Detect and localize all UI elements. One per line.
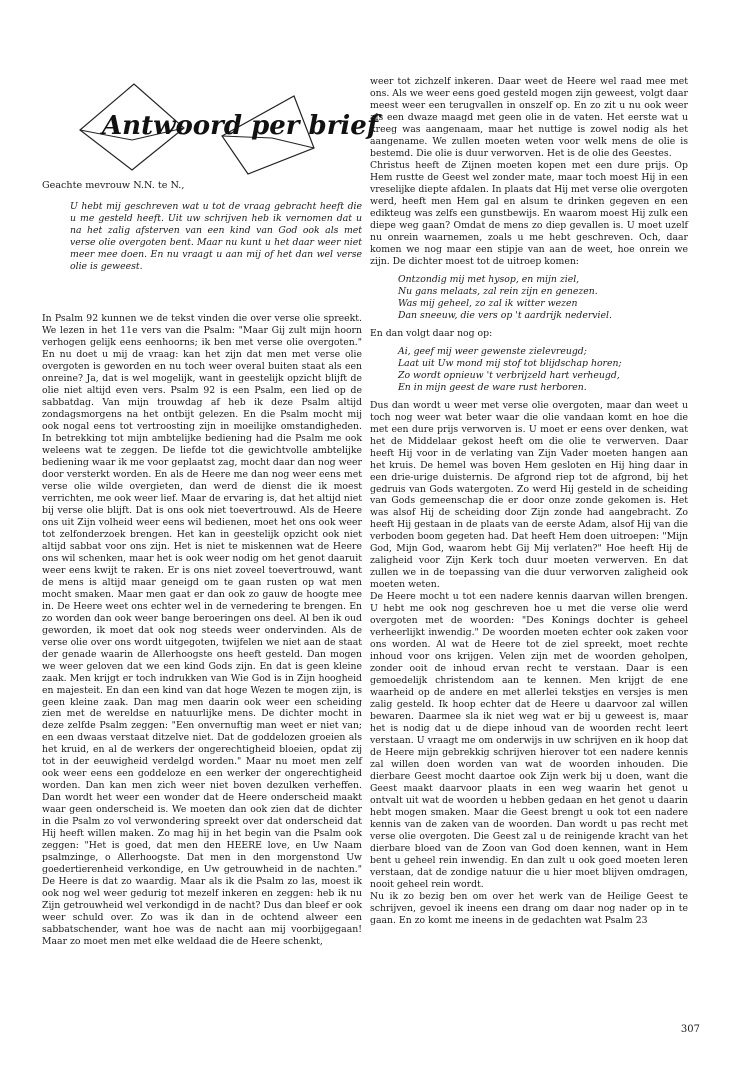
logo-text: Antwoord per brief: [102, 111, 379, 141]
verse-line: Zo wordt opnieuw 't verbrijzeld hart verheugd,: [398, 369, 620, 381]
column-logo: [72, 78, 379, 176]
envelope-logo-icon: [72, 78, 379, 176]
verse-line: Laat uit Uw mond mij stof tot blijdschap horen;: [398, 357, 622, 369]
right-paragraph-2: Christus heeft de Zijnen moeten kopen met een dure prijs. Op Hem rustte de Geest wel zonder mate, maar toch moest Hij in een vreselijke diepte afdalen. In plaats dat Hij met verse olie overgoten werd, heeft men Hem gal en alsum te drinken gegeven en een edikteug was zelfs een gunstbewijs. En waarom moest Hij zulk een diepe weg gaan? Omdat de mens zo diep gevallen is. U moet uzelf nu onrein waarnemen, zoals u me hebt geschreven. Och, daar komen we nog maar een stipje van aan de weet, hoe onrein we zijn. De dichter moest tot de uitroep komen:: [370, 159, 689, 267]
verse-line: Was mij geheel, zo zal ik witter wezen: [398, 297, 578, 309]
between-verses: En dan volgt daar nog op:: [370, 327, 493, 339]
verse-line: Dan sneeuw, die vers op 't aardrijk nederviel.: [398, 309, 612, 321]
verse-line: Ontzondig mij met hysop, en mijn ziel,: [398, 273, 580, 285]
verse-block-2: [370, 346, 688, 394]
right-paragraph-5: Nu ik zo bezig ben om over het werk van de Heilige Geest te schrijven, gevoel ik ineens een drang om daar nog nader op in te gaan. En zo komt me ineens in de gedachten wat Psalm 23: [370, 890, 688, 926]
verse-line: Ai, geef mij weer gewenste zielevreugd;: [398, 345, 587, 357]
left-paragraph: In Psalm 92 kunnen we de tekst vinden die over verse olie spreekt. We lezen in het 11e vers van die Psalm: "Maar Gij zult mijn hoorn verhogen gelijk eens eenhoorns; ik ben met verse olie overgoten." En nu doet u mij de vraag: kan het zijn dat men met verse olie overgoten is geworden en nu toch weer overal buiten staat als een onreine? Ja, dat is wel mogelijk, want in geestelijk opzicht blijft de olie niet altijd even vers. Psalm 92 is een Psalm, een lied op de sabbatdag. Van mijn trouwdag af heb ik deze Psalm altijd zondagsmorgens na het ontbijt gelezen. En die Psalm mocht mij ook nogal eens tot vertroosting zijn in moeilijke omstandigheden. In betrekking tot mijn ambtelijke bediening had die Psalm me ook weleens wat te zeggen. De liefde tot die gewichtvolle ambtelijke bediening waar ik me voor geplaatst zag, mocht daar dan nog weer door versterkt worden. En als de Heere me dan nog weer eens met verse olie wilde overgieten, dan werd de dienst die ik moest verrichten, me ook weer lief. Maar de ervaring is, dat het altijd niet bij verse olie blijft. Dat is ons ook niet toevertrouwd. Als de Heere ons uit Zijn volheid weer eens wil bedienen, moet het ons ook weer tot zelfonderzoek brengen. Het kan in geestelijk opzicht ook niet altijd sabbat voor ons zijn. Het is niet te miskennen wat de Heere ons wil schenken, maar het is ook weer nodig om het genot daaruit weer eens kwijt te raken. Er is ons niet zoveel toevertrouwd, want de mens is altijd maar geneigd om te gaan rusten op wat men mocht smaken. Maar men gaat er dan ook zo gauw de hoogte mee in. De Heere weet ons echter wel in de vernedering te brengen. En zo worden dan ook weer bange beroeringen ons deel. Al ben ik oud geworden, ik moet dat ook nog steeds weer ondervinden. Als de verse olie over ons wordt uitgegoten, twijfelen we niet aan de staat der genade waarin de Allerhoogste ons heeft gesteld. Dan mogen we weer geloven dat we een kind Gods zijn. En dat is geen kleine zaak. Men krijgt er toch indrukken van Wie God is in Zijn hoogheid en majesteit. En dan een kind van dat hoge Wezen te mogen zijn, is geen kleine zaak. Dan mag men daarin ook weer een scheiding zien met de wereldse en natuurlijke mens. De dichter mocht in deze zelfde Psalm zeggen: "Een onvernuftig man weet er niet van; en een dwaas verstaat ditzelve niet. Dat de goddelozen groeien als het kruid, en al de werkers der ongerechtigheid bloeien, opdat zij tot in der eeuwigheid verdelgd worden." Maar nu moet men zelf ook weer eens een goddeloze en een werker der ongerechtigheid worden. Dan kan men zich weer niet boven dezulken verheffen. Dan wordt het weer een wonder dat de Heere onderscheid maakt waar geen onderscheid is. We moeten dan ook zien dat de dichter in die Psalm zo vol verwondering spreekt over dat onderscheid dat Hij heeft willen maken. Zo mag hij in het begin van die Psalm ook zeggen: "Het is goed, dat men den HEERE love, en Uw Naam psalmzinge, o Allerhoogste. Dat men in den morgenstond Uw goedertierenheid verkondige, en Uw getrouwheid in de nachten." De Heere is dat zo waardig. Maar als ik die Psalm zo las, moest ik ook nog wel weer gedurig tot mezelf inkeren en zeggen: heb ik nu Zijn getrouwheid wel verkondigd in de nacht? Dus dan bleef er ook weer schuld over. Zo was ik dan in de ochtend alweer een sabbatschender, want hoe was de nacht aan mij voorbijgegaan! Maar zo moet men met elke weldaad die de Heere schenkt,: [42, 313, 362, 948]
intro-question: U hebt mij geschreven wat u tot de vraag gebracht heeft die u me gesteld heeft. Uit uw schrijven heb ik vernomen dat u na het zalig afsterven van een kind van God ook als met verse olie overgoten bent. Maar nu kunt u het daar weer niet meer mee doen. En nu vraagt u aan mij of het dan wel verse olie is geweest.: [70, 201, 362, 272]
verse-line: Nu gans melaats, zal rein zijn en genezen.: [398, 285, 598, 297]
page-number: 307: [680, 1024, 700, 1035]
verse-line: En in mijn geest de ware rust herboren.: [398, 381, 587, 393]
right-paragraph-1: weer tot zichzelf inkeren. Daar weet de Heere wel raad mee met ons. Als we weer eens goed gesteld mogen zijn geweest, volgt daar meest weer een terugvallen in onszelf op. En zo zit u nu ook weer als een dwaze maagd met geen olie in de vaten. Het eerste wat u kreeg was aangenaam, maar het nuttige is zowel nodig als het aangename. We zullen moeten weten voor welk mens de olie is bestemd. Die olie is duur verworven. Het is de olie des Geestes.: [370, 76, 688, 159]
salutation: Geachte mevrouw N.N. te N.,: [42, 180, 185, 191]
right-paragraph-3: Dus dan wordt u weer met verse olie overgoten, maar dan weet u toch nog weer wat beter waar die olie vandaan komt en hoe die met een dure prijs verworven is. U moet er eens over denken, wat het de Middelaar gekost heeft om die olie te verwerven. Daar heeft Hij voor in de verlating van Zijn Vader moeten hangen aan het kruis. De hemel was boven Hem gesloten en Hij hing daar in een drie-urige duisternis. De afgrond riep tot de afgrond, bij het gedruis van Gods watergoten. Zo werd Hij gesteld in de scheiding van Gods gemeenschap die er door onze zonde gekomen is. Het was alsof Hij de scheiding door Zijn zonde had aangebracht. Zo heeft Hij gestaan in de plaats van de eerste Adam, alsof Hij van die verboden boom gegeten had. Dat heeft Hem doen uitroepen: "Mijn God, Mijn God, waarom hebt Gij Mij verlaten?" Hoe heeft Hij de zaligheid voor Zijn Kerk toch duur moeten verwerven. En dat zullen we in de toepassing van die duur verworven zaligheid ook moeten weten.: [370, 399, 688, 591]
right-paragraph-4: De Heere mocht u tot een nadere kennis daarvan willen brengen. U hebt me ook nog geschreven hoe u met die verse olie werd overgoten met de woorden: "Des Konings dochter is geheel verheerlijkt inwendig." De woorden moeten echter ook zaken voor ons worden. Al wat de Heere tot de ziel spreekt, moet rechte inhoud voor ons krijgen. Velen zijn met de woorden geholpen, zonder ooit de inhoud ervan recht te verstaan. Daar is een gemoedelijk christendom aan te kennen. Men krijgt de ene waarheid op de andere en met allerlei tekstjes en versjes is men zalig gesteld. Ik hoop echter dat de Heere u daarvoor zal willen bewaren. Daarmee sla ik niet weg wat er bij u geweest is, maar het is nodig dat u de diepe inhoud van de woorden recht leert verstaan. U vraagt me om onderwijs in uw schrijven en ik hoop dat de Heere mijn gebrekkig schrijven hierover tot een nadere kennis zal willen doen worden van wat de woorden inhouden. Die dierbare Geest mocht daartoe ook Zijn werk bij u doen, want die Geest maakt daarvoor plaats in een weg waarin het genot u ontvalt uit wat de woorden u hebben gedaan en het genot u daarin hebt mogen smaken. Maar die Geest brengt u ook tot een nadere kennis van de zaken van de woorden. Dan wordt u pas recht met verse olie overgoten. Die Geest zal u de reinigende kracht van het dierbare bloed van de Zoon van God doen kennen, want in Hem bent u geheel rein inwendig. En dan zult u ook goed moeten leren verstaan, dat de zondige natuur die u hier moet blijven omdragen, nooit geheel rein wordt.: [370, 591, 688, 890]
left-column-body: [42, 313, 362, 948]
right-column: [370, 76, 688, 927]
verse-block-1: [370, 274, 688, 322]
